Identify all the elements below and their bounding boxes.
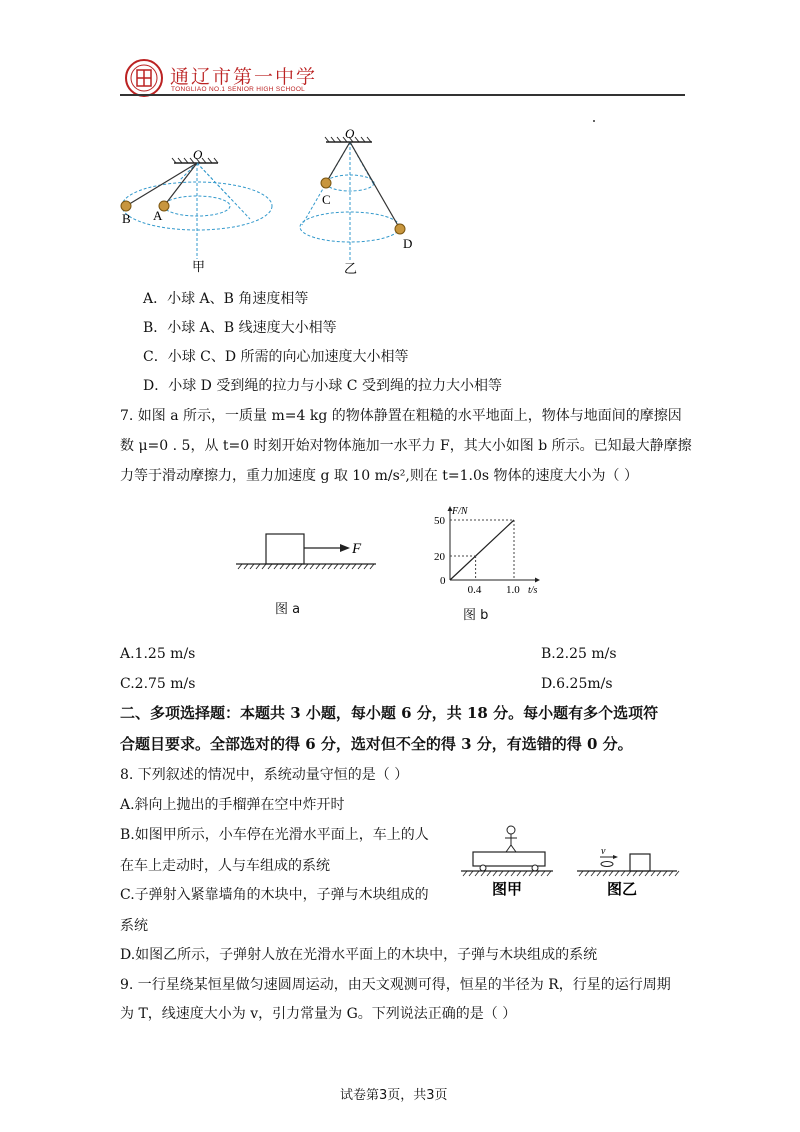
- y-tick-label: 50: [434, 515, 445, 527]
- force-label: F: [352, 541, 362, 557]
- ground-hatch: [609, 871, 613, 876]
- ground-hatch: [505, 871, 509, 876]
- bullet-velocity-label: v: [601, 846, 606, 857]
- q6-option-d: D．小球 D 受到绳的拉力与小球 C 受到绳的拉力大小相等: [143, 378, 502, 394]
- ground-hatch: [310, 564, 314, 569]
- ground-hatch: [585, 871, 589, 876]
- y-axis-label: F/N: [452, 506, 468, 517]
- origin-label: 0: [440, 575, 446, 587]
- ground-hatch: [475, 871, 479, 876]
- ground-hatch: [615, 871, 619, 876]
- q6-option-a: A．小球 A、B 角速度相等: [143, 291, 309, 307]
- section2-line-2: 合题目要求。全部选对的得 6 分，选对但不全的得 3 分，有选错的得 0 分。: [120, 735, 633, 753]
- ground-hatch: [591, 871, 595, 876]
- ground-hatch: [669, 871, 673, 876]
- ground-hatch: [579, 871, 583, 876]
- q8-option-c-line2: 系统: [120, 918, 148, 934]
- caption-yi: 乙: [344, 261, 358, 276]
- q9-line-1: 9. 一行星绕某恒星做匀速圆周运动，由天文观测可得，恒星的半径为 R，行星的运行周期: [120, 977, 671, 993]
- section2-line-1: 二、多项选择题：本题共 3 小题，每小题 6 分，共 18 分。每小题有多个选项符: [120, 704, 659, 722]
- x-tick-label: 1.0: [506, 584, 520, 596]
- ground-hatch: [639, 871, 643, 876]
- ground-hatch: [250, 564, 254, 569]
- q7-option-a: A.1.25 m/s: [120, 646, 196, 662]
- ground-hatch: [469, 871, 473, 876]
- q8-option-a: A.斜向上抛出的手榴弹在空中炸开时: [120, 797, 345, 813]
- page-footer: 试卷第3页，共3页: [340, 1088, 448, 1103]
- ground-hatch: [256, 564, 260, 569]
- ground-hatch: [346, 564, 350, 569]
- q8-option-b-line2: 在车上走动时，人与车组成的系统: [120, 858, 330, 874]
- ground-hatch: [523, 871, 527, 876]
- ground-hatch: [603, 871, 607, 876]
- ground-hatch: [511, 871, 515, 876]
- school-logo-icon: [124, 58, 164, 98]
- ground-hatch: [268, 564, 272, 569]
- ground-hatch: [657, 871, 661, 876]
- label-d: D: [403, 236, 413, 251]
- q7-line-1: 7. 如图 a 所示，一质量 m=4 kg 的物体静置在粗糙的水平地面上，物体与地面间的摩擦因: [120, 408, 682, 424]
- q9-line-2: 为 T，线速度大小为 v，引力常量为 G。下列说法正确的是（ ）: [120, 1006, 517, 1022]
- y-tick-label: 20: [434, 551, 445, 563]
- q8-stem: 8. 下列叙述的情况中，系统动量守恒的是（ ）: [120, 767, 409, 783]
- ground-hatch: [675, 871, 679, 876]
- x-tick-label: 0.4: [467, 584, 482, 596]
- q7-line-3: 力等于滑动摩擦力，重力加速度 g 取 10 m/s²,则在 t=1.0s 物体的速度大小为（ ）: [120, 468, 638, 484]
- ground-hatch: [292, 564, 296, 569]
- label-a: A: [153, 208, 163, 223]
- ground-hatch: [597, 871, 601, 876]
- ground-hatch: [529, 871, 533, 876]
- fig-jia-caption: 图甲: [492, 882, 523, 898]
- ground-hatch: [364, 564, 368, 569]
- ground-hatch: [352, 564, 356, 569]
- q6-option-c: C．小球 C、D 所需的向心加速度大小相等: [143, 349, 409, 365]
- ground-hatch: [663, 871, 667, 876]
- q8-figures: [455, 820, 685, 900]
- ground-hatch: [286, 564, 290, 569]
- q7-option-c: C.2.75 m/s: [120, 676, 196, 692]
- ground-hatch: [463, 871, 467, 876]
- ground-hatch: [280, 564, 284, 569]
- ground-hatch: [244, 564, 248, 569]
- q6-option-b: B．小球 A、B 线速度大小相等: [143, 320, 337, 336]
- ground-hatch: [651, 871, 655, 876]
- ground-hatch: [481, 871, 485, 876]
- fig-a-caption: 图 a: [275, 602, 301, 617]
- ground-hatch: [370, 564, 374, 569]
- q7-line-2: 数 μ=0 . 5，从 t=0 时刻开始对物体施加一水平力 F，其大小如图 b 所示。已知最大静摩擦: [120, 438, 692, 454]
- q7-figure-a: [232, 528, 382, 578]
- school-name-en: TONGLIAO NO.1 SENIOR HIGH SCHOOL: [171, 86, 306, 93]
- ground-hatch: [274, 564, 278, 569]
- ground-hatch: [238, 564, 242, 569]
- label-o1: O: [193, 147, 203, 162]
- q7-option-b: B.2.25 m/s: [541, 646, 617, 662]
- ground-hatch: [304, 564, 308, 569]
- speck: [593, 120, 595, 122]
- ground-hatch: [541, 871, 545, 876]
- x-axis-label: t/s: [528, 585, 538, 596]
- fig-yi-caption: 图乙: [607, 882, 638, 898]
- caption-jia: 甲: [192, 259, 206, 274]
- label-o2: O: [345, 126, 355, 141]
- ground-hatch: [493, 871, 497, 876]
- header-rule: [120, 94, 685, 96]
- q7-option-d: D.6.25m/s: [541, 676, 613, 692]
- ground-hatch: [316, 564, 320, 569]
- q7-figure-b-chart: [420, 502, 570, 597]
- ground-hatch: [340, 564, 344, 569]
- q6-figure: [110, 125, 440, 285]
- ground-hatch: [298, 564, 302, 569]
- ground-hatch: [499, 871, 503, 876]
- x-axis-arrow: [535, 578, 540, 583]
- q8-option-c-line1: C.子弹射入紧靠墙角的木块中，子弹与木块组成的: [120, 887, 429, 903]
- ground-hatch: [328, 564, 332, 569]
- ground-hatch: [547, 871, 551, 876]
- q8-option-b-line1: B.如图甲所示，小车停在光滑水平面上，车上的人: [120, 827, 429, 843]
- label-b: B: [122, 211, 131, 226]
- ground-hatch: [517, 871, 521, 876]
- q8-option-d: D.如图乙所示，子弹射人放在光滑水平面上的木块中，子弹与木块组成的系统: [120, 947, 598, 963]
- ground-hatch: [535, 871, 539, 876]
- ground-hatch: [487, 871, 491, 876]
- ground-hatch: [262, 564, 266, 569]
- ground-hatch: [633, 871, 637, 876]
- ground-hatch: [322, 564, 326, 569]
- ground-hatch: [627, 871, 631, 876]
- ground-hatch: [358, 564, 362, 569]
- school-name-cn: 通辽市第一中学: [170, 66, 318, 88]
- label-c: C: [322, 192, 331, 207]
- ground-hatch: [645, 871, 649, 876]
- ground-hatch: [334, 564, 338, 569]
- ground-hatch: [621, 871, 625, 876]
- fig-b-caption: 图 b: [463, 608, 489, 623]
- series-line: [450, 520, 514, 580]
